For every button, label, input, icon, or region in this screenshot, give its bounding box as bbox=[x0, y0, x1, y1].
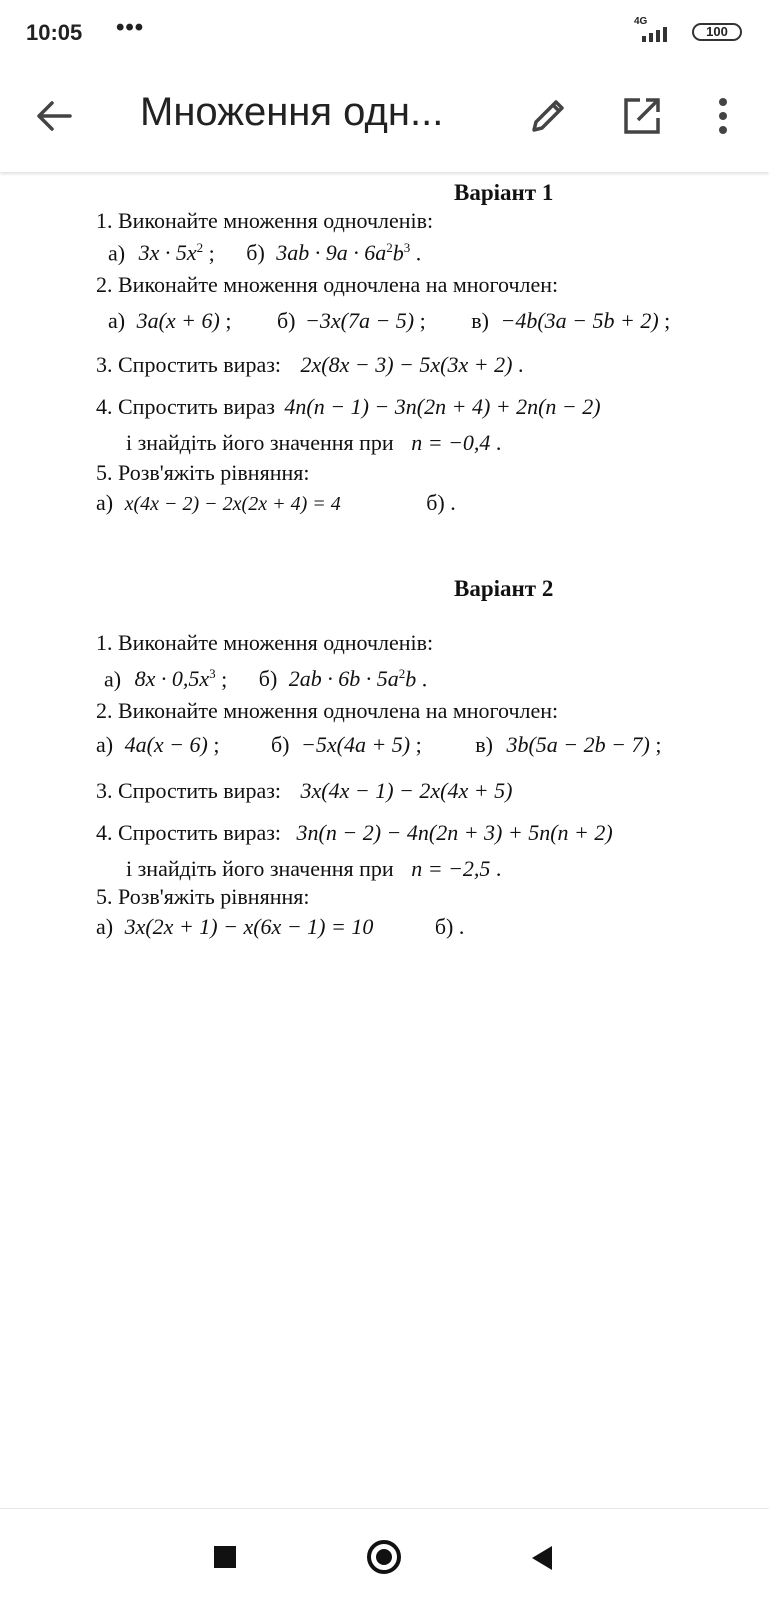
task-5-answers bbox=[96, 490, 456, 516]
task-3 bbox=[96, 352, 523, 378]
task-5-answers bbox=[96, 914, 464, 940]
task-4 bbox=[96, 394, 601, 420]
label-a: а) bbox=[96, 490, 114, 515]
label-a: а) bbox=[108, 308, 126, 333]
expression: 8x · 0,5x bbox=[134, 666, 210, 692]
separator: . bbox=[495, 430, 502, 455]
separator: ; bbox=[415, 732, 422, 757]
label-a: а) bbox=[108, 240, 126, 266]
more-vert-icon[interactable] bbox=[708, 94, 738, 138]
separator: ; bbox=[225, 308, 232, 333]
separator: ; bbox=[664, 308, 671, 333]
back-triangle-icon[interactable] bbox=[530, 1545, 554, 1571]
separator: ; bbox=[213, 732, 220, 757]
separator: . bbox=[495, 856, 502, 881]
label-b: б) bbox=[276, 308, 296, 333]
equation: 3x(2x + 1) − x(6x − 1) = 10 bbox=[124, 914, 374, 939]
recent-apps-icon[interactable] bbox=[214, 1546, 236, 1568]
task-4-text: 4. Спростить вираз: bbox=[96, 820, 282, 845]
open-external-icon[interactable] bbox=[620, 94, 664, 138]
home-icon[interactable] bbox=[367, 1540, 401, 1574]
label-c: в) bbox=[475, 732, 493, 757]
variant-1-title: Варіант 1 bbox=[454, 180, 554, 205]
separator: ; bbox=[419, 308, 426, 333]
label-a: а) bbox=[104, 666, 122, 692]
task-2-text: 2. Виконайте множення одночлена на многочлен: bbox=[96, 698, 559, 723]
expression: 4n(n − 1) − 3n(2n + 4) + 2n(n − 2) bbox=[284, 394, 601, 419]
task-4-line2 bbox=[126, 856, 501, 882]
separator: . bbox=[517, 352, 524, 377]
task-4-text: 4. Спростить вираз bbox=[96, 394, 275, 419]
signal-icon bbox=[642, 26, 676, 42]
network-indicator bbox=[634, 18, 680, 46]
task-4-hint: і знайдіть його значення при bbox=[126, 856, 394, 881]
label-b: б) bbox=[258, 666, 278, 692]
task-3-text: 3. Спростить вираз: bbox=[96, 352, 282, 377]
label-b: б) . bbox=[426, 490, 456, 515]
exponent: 2 bbox=[386, 240, 393, 255]
exponent: 3 bbox=[403, 240, 411, 255]
separator: . bbox=[421, 666, 428, 692]
task-2-answers bbox=[108, 308, 670, 334]
expression-part: b bbox=[405, 666, 417, 692]
separator: ; bbox=[655, 732, 662, 757]
expression: 2x(8x − 3) − 5x(3x + 2) bbox=[300, 352, 513, 377]
task-1-text: 1. Виконайте множення одночленів: bbox=[96, 630, 434, 655]
expression: 3x · 5x bbox=[138, 240, 197, 266]
label-b: б) bbox=[270, 732, 290, 757]
separator: ; bbox=[221, 666, 228, 692]
expression: −5x(4a + 5) bbox=[301, 732, 411, 757]
task-1-text: 1. Виконайте множення одночленів: bbox=[96, 208, 434, 233]
network-type: 4G bbox=[634, 16, 648, 27]
label-a: а) bbox=[96, 914, 114, 939]
app-bar bbox=[0, 64, 769, 172]
expression-part: b bbox=[392, 240, 404, 266]
battery-icon bbox=[692, 23, 742, 41]
expression: 2ab · 6b · 5a bbox=[288, 666, 399, 692]
separator: . bbox=[415, 240, 422, 266]
label-b: б) bbox=[246, 240, 265, 266]
task-1-answers bbox=[108, 240, 421, 266]
label-b: б) . bbox=[434, 914, 465, 939]
value: n = −0,4 bbox=[411, 430, 491, 455]
task-2-text: 2. Виконайте множення одночлена на многочлен: bbox=[96, 272, 559, 297]
task-4-hint: і знайдіть його значення при bbox=[126, 430, 394, 455]
expression: 3b(5a − 2b − 7) bbox=[506, 732, 650, 757]
task-2-answers bbox=[96, 732, 661, 758]
task-3 bbox=[96, 778, 512, 804]
equation: x(4x − 2) − 2x(2x + 4) = 4 bbox=[124, 493, 341, 515]
task-4-line2 bbox=[126, 430, 501, 456]
label-a: а) bbox=[96, 732, 114, 757]
task-4 bbox=[96, 820, 613, 846]
value: n = −2,5 bbox=[411, 856, 491, 881]
status-bar bbox=[0, 0, 769, 64]
label-c: в) bbox=[471, 308, 489, 333]
expression: 3ab · 9a · 6a bbox=[276, 240, 387, 266]
expression: 3n(n − 2) − 4n(2n + 3) + 5n(n + 2) bbox=[296, 820, 613, 845]
exponent: 2 bbox=[196, 240, 204, 255]
expression: 4a(x − 6) bbox=[124, 732, 208, 757]
task-5-text: 5. Розв'яжіть рівняння: bbox=[96, 460, 310, 485]
back-arrow-icon[interactable] bbox=[32, 94, 76, 138]
exponent: 2 bbox=[398, 666, 406, 681]
battery-level: 100 bbox=[706, 24, 728, 39]
task-5-text: 5. Розв'яжіть рівняння: bbox=[96, 884, 310, 909]
task-1-answers bbox=[104, 666, 427, 692]
expression: −4b(3a − 5b + 2) bbox=[500, 308, 659, 333]
expression: 3x(4x − 1) − 2x(4x + 5) bbox=[300, 778, 513, 803]
status-time: 10:05 bbox=[26, 20, 83, 45]
task-3-text: 3. Спростить вираз: bbox=[96, 778, 282, 803]
pencil-icon[interactable] bbox=[526, 94, 570, 138]
page-title: Множення одн... bbox=[140, 90, 444, 134]
exponent: 3 bbox=[209, 666, 216, 681]
separator: ; bbox=[208, 240, 215, 266]
expression: −3x(7a − 5) bbox=[305, 308, 415, 333]
notification-dots: ••• bbox=[116, 14, 145, 41]
expression: 3a(x + 6) bbox=[136, 308, 220, 333]
system-nav-bar bbox=[0, 1508, 769, 1602]
variant-2-title: Варіант 2 bbox=[454, 576, 554, 601]
